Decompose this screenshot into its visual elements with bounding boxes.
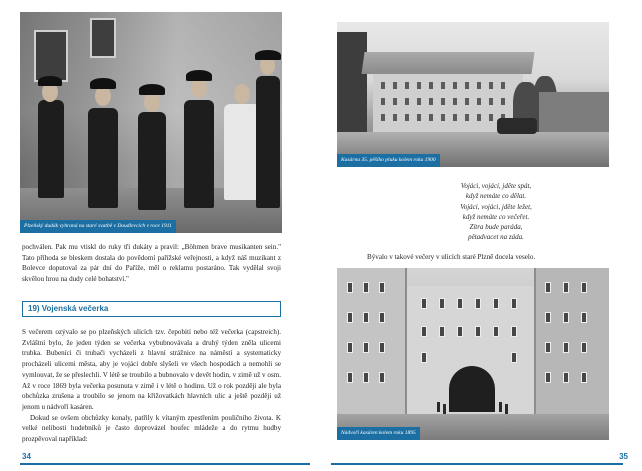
photo-figure <box>38 100 64 198</box>
photo-window <box>563 312 569 323</box>
photo-figure-hat <box>90 78 116 89</box>
photo-window <box>563 342 569 353</box>
paragraph <box>367 252 607 263</box>
photo-window <box>563 282 569 293</box>
photo-window <box>417 98 421 105</box>
photo-gate <box>449 366 495 412</box>
photo-window <box>347 342 353 353</box>
paragraph-text: S večerem ozývalo se po plzeňských ulicích tzv. čepobití nebo též večerka (capstreich). Zvláštní bylo, že jeden týden se večerka vybubnovávala a druhý týden zněla ulicemi trubka. Bubeníci či trubači vycházeli z hlavní strážnice na náměstí a systematicky procházeli ulicemi města, aby je vojáci dobře slyšeli ve všech hospodách a nemohli se vymlouvat, že se přeslechli. V létě se troubilo a bubnovalo v devět hodin, v zimě už v osm. Až v roce 1869 byla večerka posunuta v zimě i v létě o hodinu. Už o rok později ale byla obchůzka zrušena a troubilo se jenom na křižovatkách hlavních ulic a ještě později už jenom u nádvoří kasáren. <box>22 328 281 411</box>
paragraph <box>22 327 281 445</box>
photo-figure <box>184 100 214 208</box>
photo-window <box>421 352 427 363</box>
photo-window <box>465 114 469 121</box>
photo-caption: Nádvoří kasáren kolem roku 1895 <box>337 427 420 440</box>
paragraph-text: pochválen. Pak mu vtiskl do ruky tři dukáty a pravil: „Böhmen brave musikanten sein." Tato příhoda se bleskem dostala do povědomí pařížské veřejnosti, a když náš muzikant z Bolevce doputoval za pár dní do Paříže, měl o reklamu postaráno. Tak vydělal svoji skvělou hrou na dudy celé bohatství." <box>22 243 281 284</box>
photo-window <box>501 98 505 105</box>
photo-window <box>489 98 493 105</box>
photo-figure-hat <box>186 70 212 81</box>
poem <box>421 181 571 243</box>
photo-window <box>439 298 445 309</box>
photo-window <box>489 82 493 89</box>
photo-window <box>477 98 481 105</box>
photo-window <box>441 114 445 121</box>
photo-window <box>453 114 457 121</box>
section-title: 19) Vojenská večerka <box>28 304 109 313</box>
photo-window <box>347 372 353 383</box>
photo-figure-head <box>234 84 250 104</box>
photo-window <box>379 342 385 353</box>
photo-window <box>417 114 421 121</box>
photo-window <box>405 114 409 121</box>
photo-window <box>393 98 397 105</box>
photo-window <box>581 282 587 293</box>
paragraph <box>22 242 281 285</box>
photo-window <box>379 312 385 323</box>
photo-window <box>393 114 397 121</box>
photo-window <box>363 282 369 293</box>
photo-window <box>381 114 385 121</box>
photo-window <box>475 298 481 309</box>
photo-window <box>545 282 551 293</box>
photo-window <box>363 342 369 353</box>
photo-window <box>421 298 427 309</box>
photo-window <box>501 82 505 89</box>
photo-window <box>545 312 551 323</box>
photo-building-right <box>539 92 609 137</box>
poem-line: když nemáte co večeřet. <box>462 212 530 221</box>
photo-window <box>465 82 469 89</box>
photo-window <box>493 326 499 337</box>
photo-window <box>90 18 116 58</box>
photo-figure-head <box>191 78 207 98</box>
photo-window <box>405 98 409 105</box>
photo-window <box>453 98 457 105</box>
photo-window <box>417 82 421 89</box>
photo-window <box>581 342 587 353</box>
photo-window <box>511 352 517 363</box>
poem-line: Zítra bude paráda, <box>469 223 523 232</box>
photo-window <box>489 114 493 121</box>
photo-figure-head <box>144 92 160 112</box>
photo-figure-head <box>95 86 111 106</box>
photo-window <box>429 98 433 105</box>
photo-window <box>511 326 517 337</box>
poem-line: když nemáte co dělat. <box>465 192 527 201</box>
photo-window <box>465 98 469 105</box>
photo-window <box>405 82 409 89</box>
photo-window <box>477 82 481 89</box>
page-number: 34 <box>22 452 31 461</box>
section-heading-box <box>22 301 281 317</box>
photo-window <box>381 82 385 89</box>
page-number: 35 <box>619 452 628 461</box>
photo-window <box>511 298 517 309</box>
poem-line: Vojáci, vojáci, jděte ležet, <box>460 202 532 211</box>
photo-window <box>393 82 397 89</box>
photo-figure-hat <box>139 84 165 95</box>
courtyard-photo <box>337 268 609 440</box>
paragraph-text: Bývalo v takové večery v ulicích staré Plzně docela veselo. <box>367 253 536 261</box>
photo-figure-hat <box>38 76 62 86</box>
footer-rule <box>20 463 310 465</box>
photo-window <box>429 82 433 89</box>
photo-figure-woman <box>224 104 260 200</box>
photo-window <box>363 372 369 383</box>
photo-window <box>379 282 385 293</box>
right-page <box>321 0 642 471</box>
poem-line: pětadvacet na záda. <box>468 233 524 242</box>
photo-carriage <box>497 118 537 134</box>
photo-window <box>457 298 463 309</box>
photo-window <box>441 82 445 89</box>
photo-figure <box>138 112 166 210</box>
photo-window <box>441 98 445 105</box>
photo-person <box>499 402 502 412</box>
photo-window <box>581 312 587 323</box>
photo-caption: Plzeňský dudák vyhraná na staré svatbě v Doudlevcích v roce 1911 <box>20 220 176 233</box>
photo-window <box>581 372 587 383</box>
paragraph-text: Dokud se ovšem obchůzky konaly, patřily k vítaným zpestřením pouličního života. K velké nelibosti hudebníků je často doprovázel houfec mládeže a do rytmu hudby prozpěvoval například: <box>22 413 281 444</box>
photo-window <box>545 372 551 383</box>
photo-window <box>347 312 353 323</box>
bagpipers-photo <box>20 12 282 233</box>
photo-window <box>545 342 551 353</box>
photo-window <box>477 114 481 121</box>
photo-window <box>429 114 433 121</box>
photo-window <box>563 372 569 383</box>
footer-rule <box>331 463 623 465</box>
photo-window <box>457 326 463 337</box>
photo-window <box>34 30 68 82</box>
photo-window <box>379 372 385 383</box>
photo-figure-hat <box>255 50 281 60</box>
barracks-photo <box>337 22 609 167</box>
photo-window <box>347 282 353 293</box>
photo-window <box>439 326 445 337</box>
photo-figure <box>256 76 280 208</box>
photo-window <box>453 82 457 89</box>
photo-caption: Kasárna 35. pěšího pluku kolem roku 1900 <box>337 154 440 167</box>
photo-window <box>421 326 427 337</box>
photo-person <box>443 404 446 414</box>
photo-person <box>505 404 508 414</box>
poem-line: Vojáci, vojáci, jděte spát, <box>460 182 532 190</box>
photo-window <box>363 312 369 323</box>
photo-person <box>437 402 440 412</box>
photo-figure <box>88 108 118 208</box>
photo-window <box>475 326 481 337</box>
photo-window <box>381 98 385 105</box>
photo-window <box>493 298 499 309</box>
